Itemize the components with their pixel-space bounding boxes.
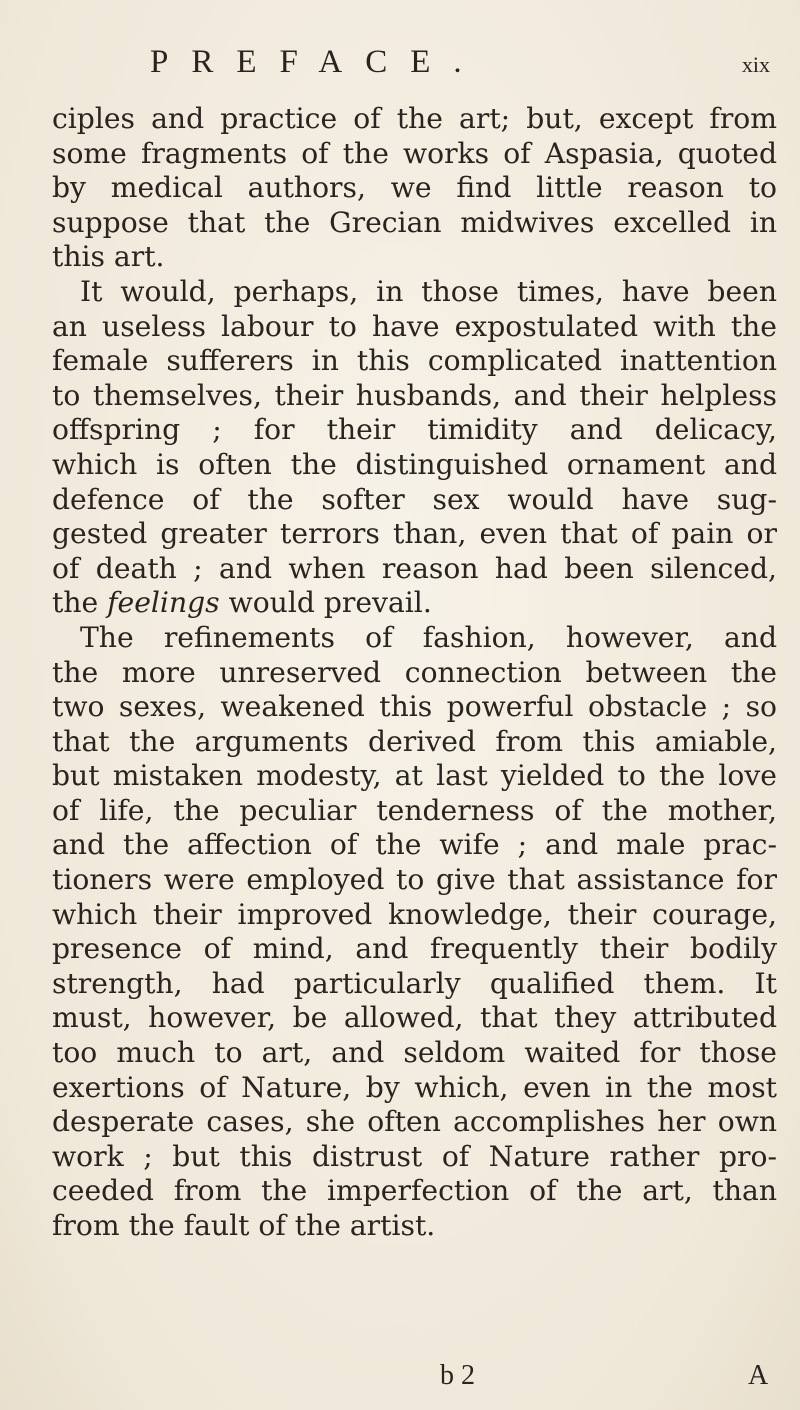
running-title: PREFACE. (150, 44, 485, 80)
text-line: which is often the distinguished ornament and (52, 447, 777, 481)
body-text (52, 102, 777, 1244)
text-line: ciples and practice of the art; but, except from (52, 102, 777, 135)
page-footer (0, 1360, 800, 1400)
text-line: tioners were employed to give that assistance for (52, 863, 777, 897)
text-line: of life, the peculiar tenderness of the mother, (52, 793, 777, 827)
text-line: female sufferers in this complicated inattention (52, 344, 777, 378)
text-line: and the affection of the wife ; and male prac- (52, 828, 777, 862)
text-line: this art. (52, 240, 165, 274)
page-number: xix (741, 52, 770, 77)
text-line: It would, perhaps, in those times, have been (80, 274, 777, 308)
text-line: offspring ; for their timidity and delicacy, (52, 413, 777, 447)
text-line: exertions of Nature, by which, even in the most (52, 1070, 777, 1104)
text-line: that the arguments derived from this amiable, (52, 724, 777, 758)
running-header (150, 44, 770, 84)
text-line: an useless labour to have expostulated with the (52, 309, 777, 343)
text-line: from the fault of the artist. (52, 1209, 436, 1242)
text-line (52, 586, 777, 621)
text-line: gested greater terrors than, even that of pain or (52, 517, 777, 551)
text-line: but mistaken modesty, at last yielded to the love (52, 759, 777, 793)
text-line: must, however, be allowed, that they attributed (52, 1001, 777, 1035)
text-line: two sexes, weakened this powerful obstacle ; so (52, 690, 777, 724)
text-line: defence of the softer sex would have sug- (52, 482, 777, 516)
text-line: desperate cases, she often accomplishes her own (52, 1105, 777, 1139)
text-line: too much to art, and seldom waited for those (52, 1036, 777, 1070)
signature-mark: b 2 (440, 1360, 475, 1391)
text-line: work ; but this distrust of Nature rather pro- (52, 1139, 777, 1173)
text-line: of death ; and when reason had been silenced, (52, 551, 777, 585)
text-line: some fragments of the works of Aspasia, quoted (52, 136, 777, 170)
italic-word: feelings (107, 586, 220, 620)
text-segment: would prevail. (219, 586, 432, 620)
text-line: strength, had particularly qualified them. It (52, 966, 777, 1000)
text-line: by medical authors, we find little reason to (52, 171, 777, 205)
text-line: presence of mind, and frequently their bodily (52, 932, 777, 966)
text-line: which their improved knowledge, their courage, (52, 897, 777, 931)
text-line: The refinements of fashion, however, and (80, 620, 777, 654)
catchword: A (748, 1360, 769, 1391)
text-segment: the (52, 586, 108, 620)
text-line: suppose that the Grecian midwives excelled in (52, 205, 777, 239)
text-line: the more unreserved connection between the (52, 655, 777, 689)
text-line: ceeded from the imperfection of the art, than (52, 1174, 777, 1208)
text-line: to themselves, their husbands, and their helpless (52, 378, 777, 412)
